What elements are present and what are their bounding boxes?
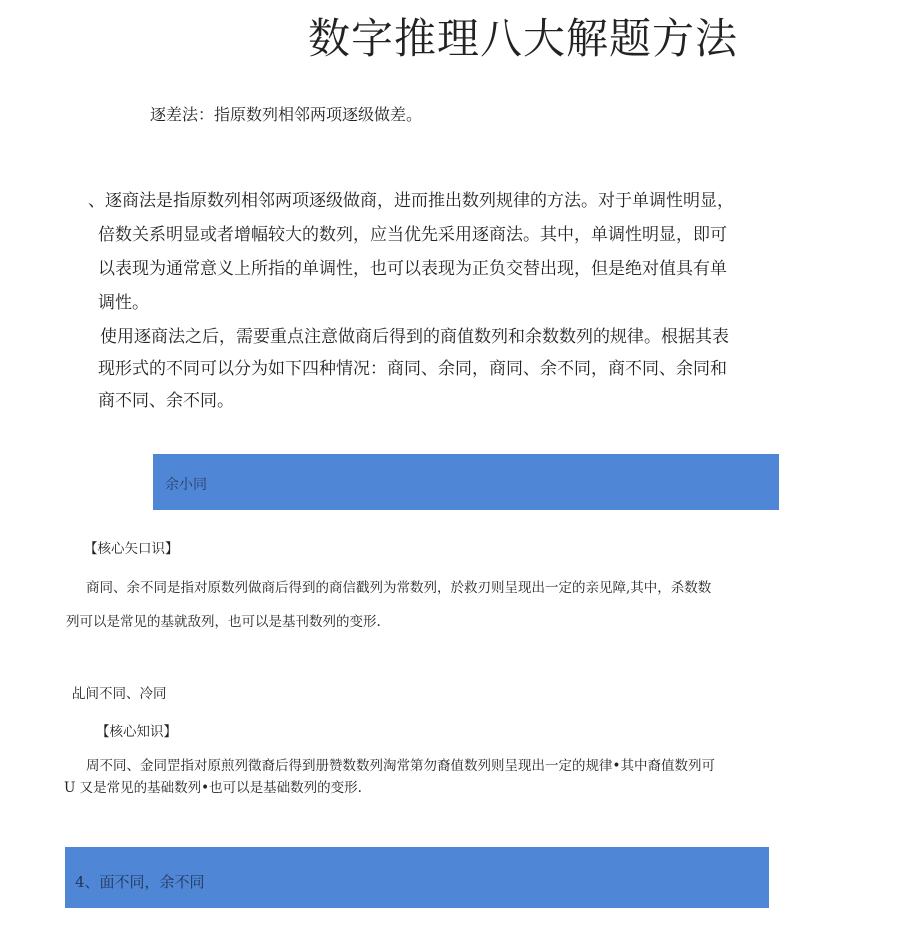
para3-line: 商同、余不同是指对原数列做商后得到的商信戳列为常数列，於救刃则呈现出一定的亲见障,其中，杀数数: [86, 580, 712, 596]
section-band-label: 4、面不同，余不同: [75, 873, 205, 891]
page-title: 数字推理八大解题方法: [308, 14, 739, 63]
para2-line: 商不同、余不同。: [98, 391, 234, 411]
para3-line: 列可以是常见的基就敌列，也可以是基刊数列的变形.: [66, 614, 381, 630]
intro-line: 逐差法：指原数列相邻两项逐级做差。: [150, 105, 423, 124]
section-band-label: 余小同: [165, 477, 207, 493]
para1-line: 以表现为通常意义上所指的单调性，也可以表现为正负交替出现，但是绝对值具有单: [98, 259, 727, 279]
para1-line: 倍数关系明显或者增幅较大的数列，应当优先采用逐商法。其中，单调性明显，即可: [98, 225, 727, 245]
section-band: [65, 847, 769, 908]
section-heading: 【核心矢口识】: [84, 541, 179, 557]
para2-line: 使用逐商法之后，需要重点注意做商后得到的商值数列和余数数列的规律。根据其表: [100, 327, 729, 347]
para1-line: 调性。: [98, 293, 149, 313]
para2-line: 现形式的不同可以分为如下四种情况：商同、余同，商同、余不同，商不同、余同和: [98, 359, 727, 379]
section-heading: 【核心知识】: [96, 724, 177, 740]
para4-line: U 又是常见的基础数列•也可以是基础数列的变形.: [64, 780, 362, 796]
section-title: 乩间不同、冷同: [72, 686, 167, 702]
para4-line: 周不同、金同罡指对原煎列徵裔后得到册赞数数列淘常第勿裔值数列则呈现出一定的规律•其中裔值数列可: [86, 758, 715, 774]
para1-line: 、逐商法是指原数列相邻两项逐级做商，进而推出数列规律的方法。对于单调性明显，: [88, 191, 734, 211]
section-band: [153, 454, 779, 510]
